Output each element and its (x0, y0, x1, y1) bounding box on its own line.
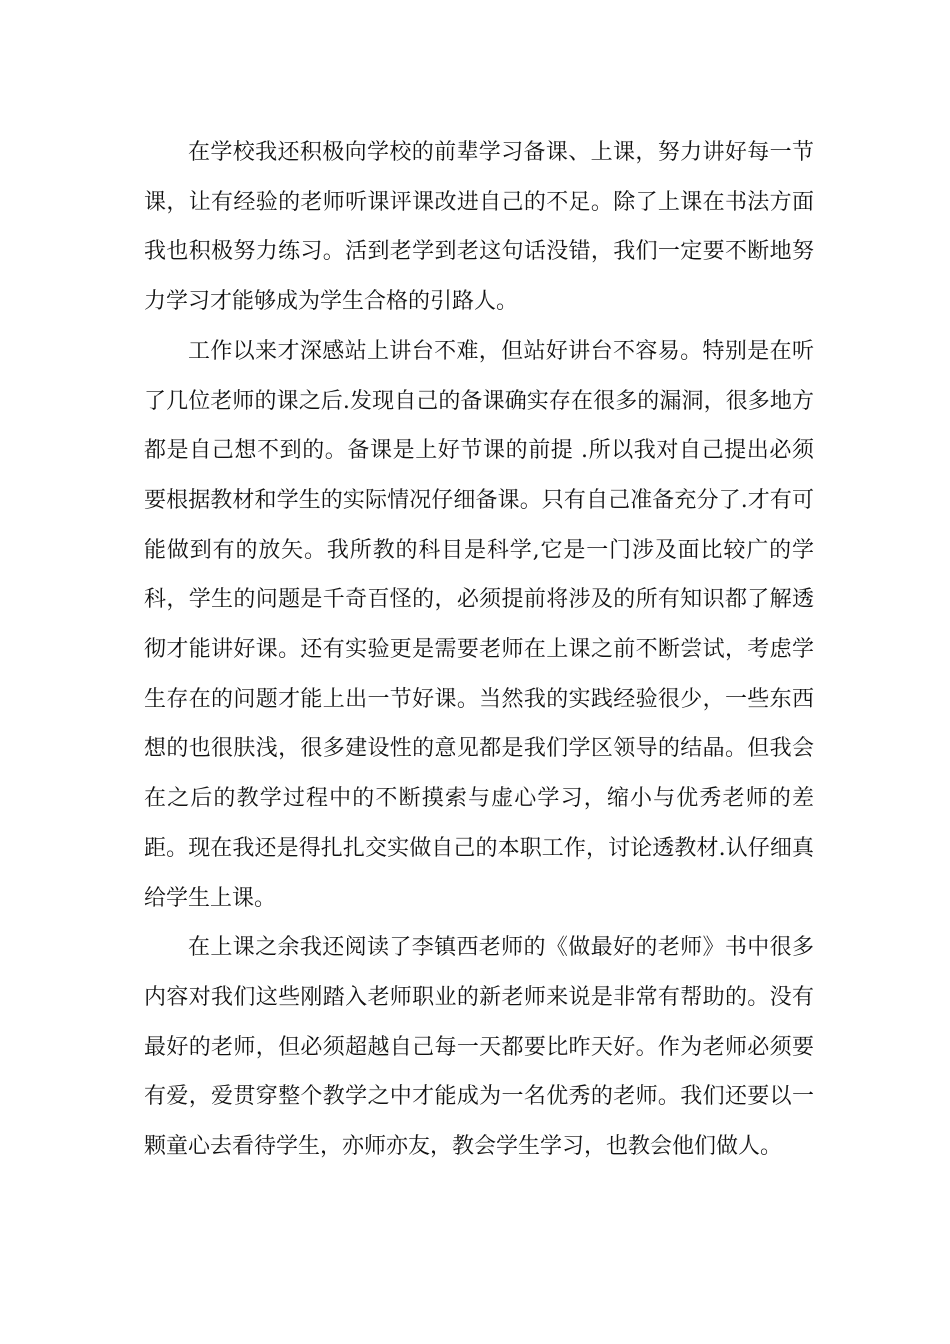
paragraph-3: 在上课之余我还阅读了李镇西老师的《做最好的老师》书中很多内容对我们这些刚踏入老师职业的新老师来说是非常有帮助的。没有最好的老师，但必须超越自己每一天都要比昨天好。作为老师必须要有爱，爱贯穿整个教学之中才能成为一名优秀的老师。我们还要以一颗童心去看待学生，亦师亦友，教会学生学习，也教会他们做人。 (144, 935, 814, 1160)
paragraph-2: 工作以来才深感站上讲台不难，但站好讲台不容易。特别是在听了几位老师的课之后.发现自己的备课确实存在很多的漏洞，很多地方都是自己想不到的。备课是上好节课的前提 .所以我对自己提出必须要根据教材和学生的实际情况仔细备课。只有自己准备充分了.才有可能做到有的放矢。我所教的科目是科学,它是一门涉及面比较广的学科，学生的问题是千奇百怪的，必须提前将涉及的所有知识都了解透彻才能讲好课。还有实验更是需要老师在上课之前不断尝试，考虑学生存在的问题才能上出一节好课。当然我的实践经验很少，一些东西想的也很肤浅，很多建设性的意见都是我们学区领导的结晶。但我会在之后的教学过程中的不断摸索与虚心学习，缩小与优秀老师的差距。现在我还是得扎扎交实做自己的本职工作，讨论透教材.认仔细真给学生上课。 (144, 338, 814, 911)
document-body (144, 128, 814, 1172)
paragraph-1: 在学校我还积极向学校的前辈学习备课、上课，努力讲好每一节课，让有经验的老师听课评课改进自己的不足。除了上课在书法方面我也积极努力练习。活到老学到老这句话没错，我们一定要不断地努力学习才能够成为学生合格的引路人。 (144, 140, 814, 315)
